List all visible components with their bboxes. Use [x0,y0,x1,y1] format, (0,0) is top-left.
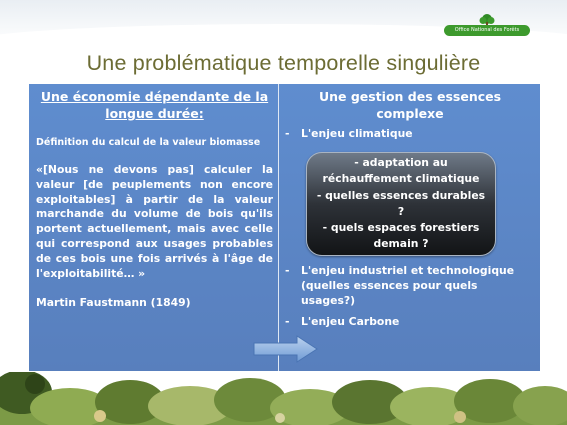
right-arrow-icon [253,334,319,364]
bullet-climate-text: L'enjeu climatique [301,127,413,140]
bullet-industry-text [301,263,535,308]
quote-author: Martin Faustmann (1849) [36,296,191,310]
column-divider [278,84,279,371]
left-heading [36,88,273,122]
bullet-industry [285,263,535,308]
bullet-carbon-text: L'enjeu Carbone [301,315,400,328]
box-line: - quels espaces forestiers [322,221,480,235]
slide-title: Une problématique temporelle singulière [86,51,481,75]
forest-canopy-image [0,372,567,425]
right-heading: Une gestion des essences complexe [318,89,502,121]
faustmann-quote: «[Nous ne devons pas] calculer la valeur [de peuplements non encore exploitables] à partir de la valeur marchande du volume de bois qu'ils portent actuellement, mais avec celle qui correspond aux usages probables de ces bois une fois arrivés à l'âge de l'exploitabilité… » [36,163,273,280]
logo-text: Office National des Forêts [444,25,530,36]
definition-text: Définition du calcul de la valeur biomasse [36,137,261,148]
bullet-industry-line1: L'enjeu industriel et technologique [301,264,515,277]
bullet-climate [285,126,413,141]
left-heading-line1: Une économie dépendante de la [40,89,269,104]
box-line: réchauffement climatique [322,172,480,186]
box-line: - quelles essences durables [316,188,486,202]
bullet-industry-line2: (quelles essences pour quels usages?) [301,279,478,307]
left-heading-line2: longue durée: [105,106,204,121]
onf-logo [444,13,530,37]
bullet-carbon [285,314,399,329]
bullet-dash: - [285,315,290,328]
box-line: ? [397,204,405,218]
bullet-dash: - [285,127,290,140]
climate-questions-box [306,152,496,256]
bullet-dash: - [285,264,290,277]
left-column [36,88,273,310]
box-line: demain ? [373,237,429,251]
box-line: - adaptation au [354,156,448,169]
